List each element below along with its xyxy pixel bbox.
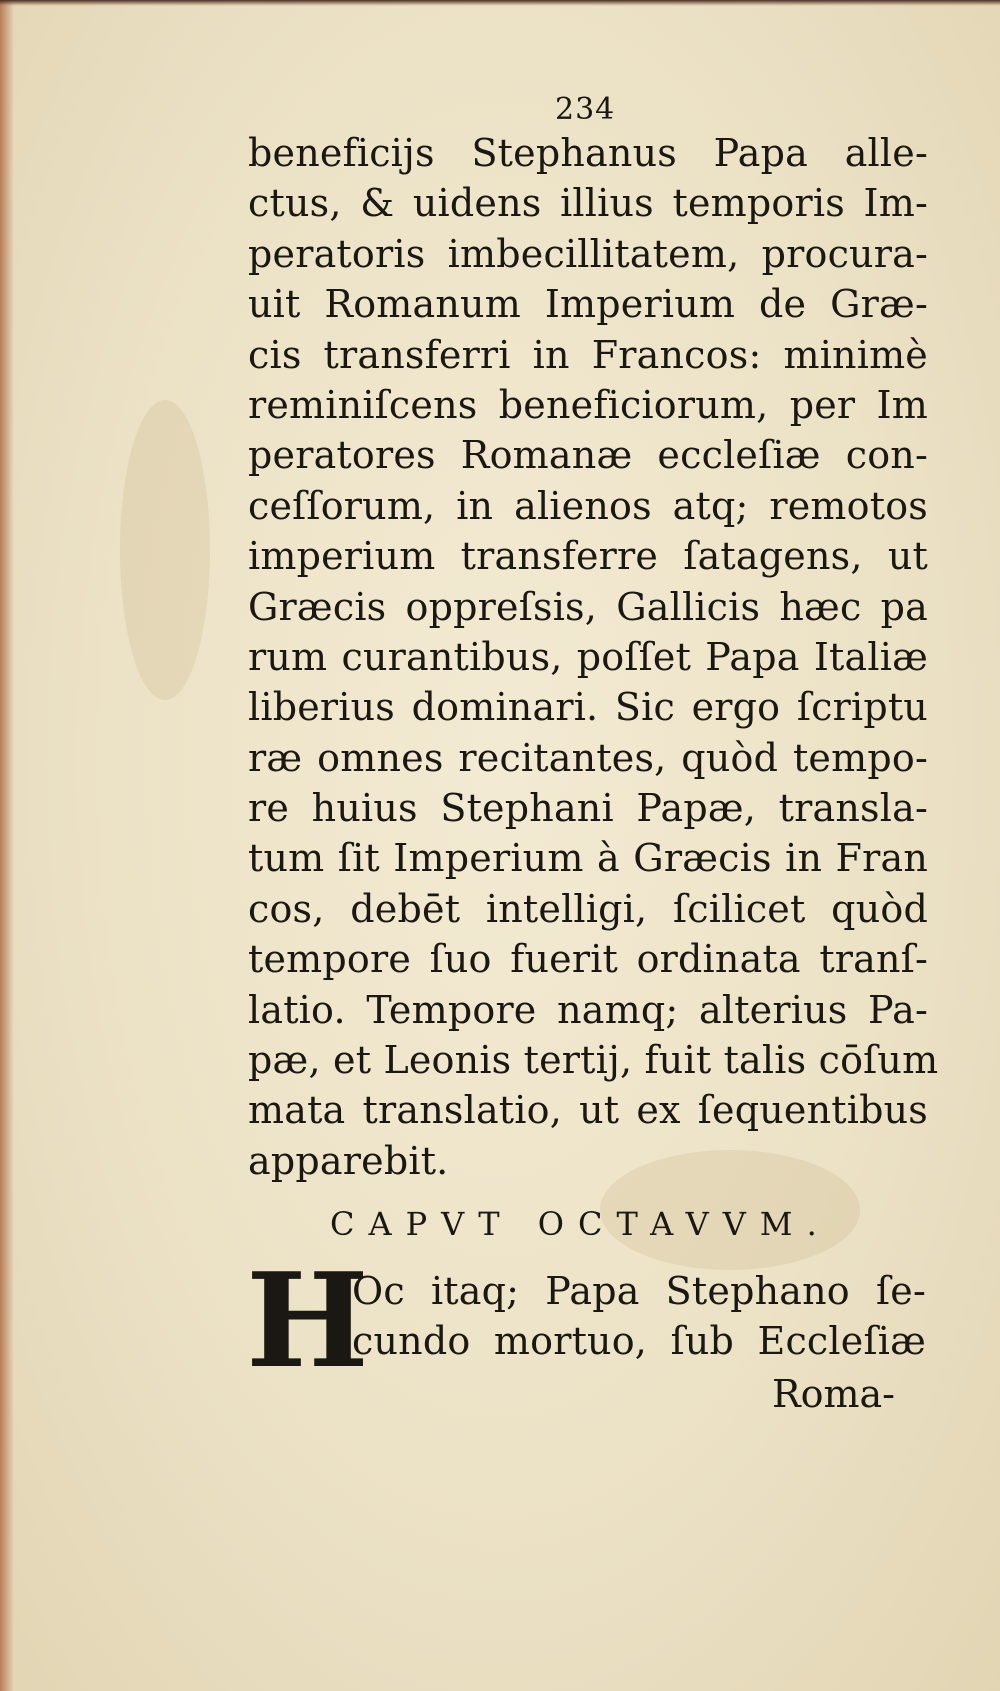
text-line: re huius Stephani Papæ, transla‐	[248, 786, 928, 831]
text-line: cos, debēt intelligi, ſcilicet quòd	[248, 886, 928, 931]
text-line: peratoris imbecillitatem, procura‐	[248, 231, 928, 276]
text-line: cis transferri in Francos: minimè	[248, 332, 928, 377]
text-line: liberius dominari. Sic ergo ſcriptu	[248, 685, 928, 730]
text-line: Græcis oppreſsis, Gallicis hæc pa	[248, 584, 928, 629]
page-edge	[0, 0, 14, 1691]
text-line: tum ſit Imperium à Græcis in Fran	[248, 836, 928, 881]
paper-stain	[120, 400, 210, 700]
text-line: latio. Tempore namq; alterius Pa‐	[248, 987, 928, 1032]
text-line: imperium transferre ſatagens, ut	[248, 534, 928, 579]
page-top-edge	[0, 0, 1000, 6]
text-line: reminiſcens beneficiorum, per Im	[248, 382, 928, 427]
text-line: mata translatio, ut ex ſequentibus	[248, 1088, 928, 1133]
text-line: tempore ſuo fuerit ordinata tranſ‐	[248, 937, 928, 982]
text-line: ræ omnes recitantes, quòd tempo‐	[248, 735, 928, 780]
text-line: pæ, et Leonis tertij, fuit talis cōſum	[248, 1038, 939, 1083]
text-line: peratores Romanæ eccleſiæ con‐	[248, 433, 928, 478]
text-line: Oc itaq; Papa Stephano ſe‐	[352, 1269, 926, 1313]
drop-cap: H	[246, 1244, 369, 1397]
text-line: beneficijs Stephanus Papa alle‐	[248, 131, 928, 175]
page-number: 234	[555, 92, 616, 127]
catchword: Roma‐	[772, 1372, 896, 1416]
chapter-text	[352, 1266, 926, 1367]
body-text	[248, 128, 939, 1186]
text-line: uit Romanum Imperium de Græ‐	[248, 282, 928, 327]
text-line: ctus, & uidens illius temporis Im‐	[248, 181, 928, 226]
text-line: apparebit.	[248, 1138, 449, 1183]
chapter-heading: CAPVT OCTAVVM.	[330, 1205, 831, 1243]
text-line: ceſſorum, in alienos atq; remotos	[248, 483, 928, 528]
text-line: rum curantibus, poſſet Papa Italiæ	[248, 634, 928, 679]
text-line: cundo mortuo, ſub Eccleſiæ	[352, 1319, 926, 1364]
